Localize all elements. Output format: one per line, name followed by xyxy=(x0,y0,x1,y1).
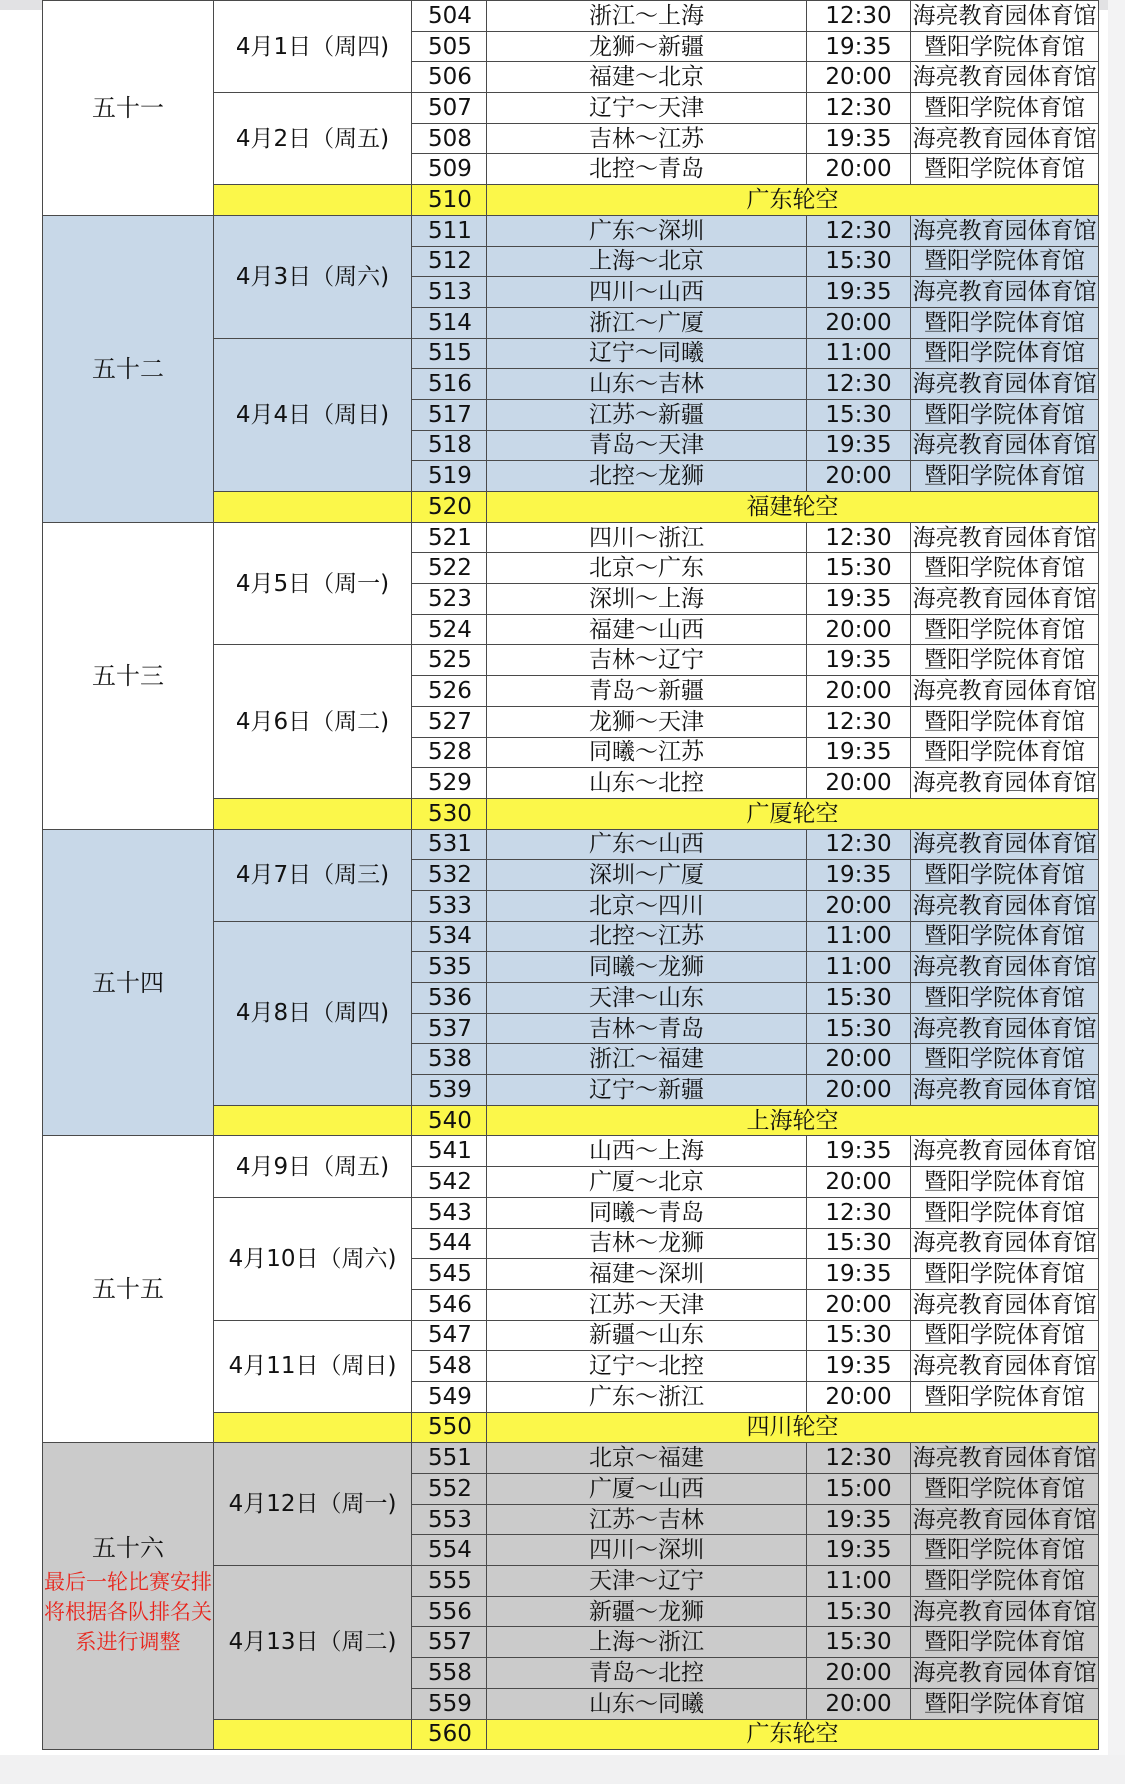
venue: 暨阳学院体育馆 xyxy=(911,1320,1099,1351)
game-time: 20:00 xyxy=(807,1688,911,1719)
schedule-body xyxy=(43,1,1099,1750)
venue: 暨阳学院体育馆 xyxy=(911,246,1099,277)
game-number: 554 xyxy=(412,1535,487,1566)
game-number: 524 xyxy=(412,614,487,645)
game-number: 538 xyxy=(412,1044,487,1075)
date-cell: 4月3日（周六) xyxy=(214,215,412,338)
matchup: 深圳～广厦 xyxy=(487,860,807,891)
game-number: 536 xyxy=(412,983,487,1014)
venue: 海亮教育园体育馆 xyxy=(911,1596,1099,1627)
game-time: 12:30 xyxy=(807,215,911,246)
venue: 暨阳学院体育馆 xyxy=(911,706,1099,737)
game-number: 556 xyxy=(412,1596,487,1627)
game-time: 20:00 xyxy=(807,1381,911,1412)
game-number: 505 xyxy=(412,31,487,62)
venue: 海亮教育园体育馆 xyxy=(911,1504,1099,1535)
game-time: 20:00 xyxy=(807,676,911,707)
venue: 暨阳学院体育馆 xyxy=(911,31,1099,62)
game-number: 547 xyxy=(412,1320,487,1351)
game-time: 19:35 xyxy=(807,645,911,676)
venue: 海亮教育园体育馆 xyxy=(911,829,1099,860)
venue: 海亮教育园体育馆 xyxy=(911,369,1099,400)
game-time: 19:35 xyxy=(807,1136,911,1167)
game-number: 551 xyxy=(412,1443,487,1474)
matchup: 山西～上海 xyxy=(487,1136,807,1167)
game-time: 12:30 xyxy=(807,706,911,737)
game-number: 548 xyxy=(412,1351,487,1382)
game-number: 537 xyxy=(412,1013,487,1044)
date-cell: 4月5日（周一) xyxy=(214,522,412,645)
game-time: 19:35 xyxy=(807,31,911,62)
venue: 海亮教育园体育馆 xyxy=(911,522,1099,553)
matchup: 吉林～青岛 xyxy=(487,1013,807,1044)
venue: 海亮教育园体育馆 xyxy=(911,62,1099,93)
venue: 海亮教育园体育馆 xyxy=(911,1136,1099,1167)
matchup: 北京～福建 xyxy=(487,1443,807,1474)
matchup: 江苏～天津 xyxy=(487,1289,807,1320)
venue: 暨阳学院体育馆 xyxy=(911,1688,1099,1719)
matchup: 浙江～福建 xyxy=(487,1044,807,1075)
matchup: 辽宁～同曦 xyxy=(487,338,807,369)
matchup: 吉林～辽宁 xyxy=(487,645,807,676)
bye-team: 上海轮空 xyxy=(487,1105,1099,1136)
matchup: 山东～北控 xyxy=(487,768,807,799)
game-time: 12:30 xyxy=(807,369,911,400)
game-time: 19:35 xyxy=(807,430,911,461)
game-time: 15:30 xyxy=(807,246,911,277)
bye-spacer xyxy=(214,1719,412,1750)
round-name: 五十五 xyxy=(92,1275,164,1304)
matchup: 四川～山西 xyxy=(487,277,807,308)
game-number: 515 xyxy=(412,338,487,369)
round-cell xyxy=(43,215,214,522)
game-number: 517 xyxy=(412,399,487,430)
game-number: 557 xyxy=(412,1627,487,1658)
game-time: 20:00 xyxy=(807,890,911,921)
matchup: 广厦～北京 xyxy=(487,1167,807,1198)
round-note: 最后一轮比赛安排将根据各队排名关系进行调整 xyxy=(44,1570,212,1655)
bye-team: 广东轮空 xyxy=(487,1719,1099,1750)
game-number: 558 xyxy=(412,1658,487,1689)
venue: 海亮教育园体育馆 xyxy=(911,952,1099,983)
venue: 暨阳学院体育馆 xyxy=(911,307,1099,338)
bye-number: 510 xyxy=(412,185,487,216)
matchup: 吉林～江苏 xyxy=(487,123,807,154)
bye-number: 540 xyxy=(412,1105,487,1136)
round-name: 五十四 xyxy=(92,968,164,997)
matchup: 广厦～山西 xyxy=(487,1474,807,1505)
venue: 海亮教育园体育馆 xyxy=(911,123,1099,154)
venue: 暨阳学院体育馆 xyxy=(911,1474,1099,1505)
matchup: 龙狮～天津 xyxy=(487,706,807,737)
game-time: 20:00 xyxy=(807,1044,911,1075)
game-time: 15:30 xyxy=(807,399,911,430)
matchup: 福建～山西 xyxy=(487,614,807,645)
game-number: 559 xyxy=(412,1688,487,1719)
bye-team: 广东轮空 xyxy=(487,185,1099,216)
matchup: 天津～山东 xyxy=(487,983,807,1014)
matchup: 青岛～北控 xyxy=(487,1658,807,1689)
venue: 暨阳学院体育馆 xyxy=(911,553,1099,584)
venue: 暨阳学院体育馆 xyxy=(911,921,1099,952)
game-time: 20:00 xyxy=(807,1167,911,1198)
game-number: 525 xyxy=(412,645,487,676)
bye-spacer xyxy=(214,492,412,523)
game-number: 553 xyxy=(412,1504,487,1535)
date-cell: 4月10日（周六) xyxy=(214,1197,412,1320)
matchup: 天津～辽宁 xyxy=(487,1566,807,1597)
game-time: 11:00 xyxy=(807,952,911,983)
game-time: 12:30 xyxy=(807,93,911,124)
bye-spacer xyxy=(214,185,412,216)
matchup: 龙狮～新疆 xyxy=(487,31,807,62)
game-time: 15:30 xyxy=(807,553,911,584)
venue: 暨阳学院体育馆 xyxy=(911,737,1099,768)
date-cell: 4月7日（周三) xyxy=(214,829,412,921)
game-time: 15:30 xyxy=(807,1627,911,1658)
venue: 暨阳学院体育馆 xyxy=(911,1566,1099,1597)
game-time: 15:00 xyxy=(807,1474,911,1505)
game-number: 529 xyxy=(412,768,487,799)
venue: 海亮教育园体育馆 xyxy=(911,676,1099,707)
matchup: 同曦～龙狮 xyxy=(487,952,807,983)
game-time: 19:35 xyxy=(807,277,911,308)
game-time: 12:30 xyxy=(807,1443,911,1474)
game-time: 12:30 xyxy=(807,522,911,553)
matchup: 同曦～青岛 xyxy=(487,1197,807,1228)
venue: 暨阳学院体育馆 xyxy=(911,1381,1099,1412)
venue: 海亮教育园体育馆 xyxy=(911,430,1099,461)
matchup: 江苏～新疆 xyxy=(487,399,807,430)
date-cell: 4月12日（周一) xyxy=(214,1443,412,1566)
game-number: 507 xyxy=(412,93,487,124)
round-cell xyxy=(43,1,214,216)
venue: 暨阳学院体育馆 xyxy=(911,983,1099,1014)
round-name: 五十六 xyxy=(92,1534,164,1563)
matchup: 吉林～龙狮 xyxy=(487,1228,807,1259)
game-number: 543 xyxy=(412,1197,487,1228)
bye-number: 550 xyxy=(412,1412,487,1443)
bye-team: 广厦轮空 xyxy=(487,798,1099,829)
venue: 暨阳学院体育馆 xyxy=(911,1627,1099,1658)
game-number: 549 xyxy=(412,1381,487,1412)
matchup: 四川～浙江 xyxy=(487,522,807,553)
game-time: 20:00 xyxy=(807,1658,911,1689)
venue: 海亮教育园体育馆 xyxy=(911,1228,1099,1259)
date-cell: 4月13日（周二) xyxy=(214,1566,412,1719)
table-row xyxy=(43,1,1099,32)
game-number: 535 xyxy=(412,952,487,983)
bye-team: 四川轮空 xyxy=(487,1412,1099,1443)
venue: 海亮教育园体育馆 xyxy=(911,1075,1099,1106)
game-number: 528 xyxy=(412,737,487,768)
game-number: 526 xyxy=(412,676,487,707)
game-number: 509 xyxy=(412,154,487,185)
game-number: 552 xyxy=(412,1474,487,1505)
game-number: 516 xyxy=(412,369,487,400)
matchup: 辽宁～天津 xyxy=(487,93,807,124)
game-number: 523 xyxy=(412,584,487,615)
game-time: 15:30 xyxy=(807,1596,911,1627)
bye-number: 520 xyxy=(412,492,487,523)
schedule-table xyxy=(42,0,1099,1750)
matchup: 上海～浙江 xyxy=(487,1627,807,1658)
venue: 海亮教育园体育馆 xyxy=(911,1013,1099,1044)
venue: 暨阳学院体育馆 xyxy=(911,645,1099,676)
venue: 海亮教育园体育馆 xyxy=(911,215,1099,246)
matchup: 福建～北京 xyxy=(487,62,807,93)
venue: 暨阳学院体育馆 xyxy=(911,1197,1099,1228)
table-row xyxy=(43,829,1099,860)
bye-team: 福建轮空 xyxy=(487,492,1099,523)
round-name: 五十三 xyxy=(92,661,164,690)
venue: 海亮教育园体育馆 xyxy=(911,1658,1099,1689)
venue: 暨阳学院体育馆 xyxy=(911,1167,1099,1198)
date-cell: 4月6日（周二) xyxy=(214,645,412,798)
game-time: 15:30 xyxy=(807,1320,911,1351)
venue: 暨阳学院体育馆 xyxy=(911,1535,1099,1566)
matchup: 广东～浙江 xyxy=(487,1381,807,1412)
bye-spacer xyxy=(214,798,412,829)
round-cell xyxy=(43,522,214,829)
matchup: 北控～青岛 xyxy=(487,154,807,185)
matchup: 山东～同曦 xyxy=(487,1688,807,1719)
game-number: 534 xyxy=(412,921,487,952)
matchup: 四川～深圳 xyxy=(487,1535,807,1566)
venue: 海亮教育园体育馆 xyxy=(911,1289,1099,1320)
game-time: 20:00 xyxy=(807,614,911,645)
round-cell xyxy=(43,1136,214,1443)
game-number: 539 xyxy=(412,1075,487,1106)
right-margin xyxy=(1108,0,1125,1784)
venue: 海亮教育园体育馆 xyxy=(911,1351,1099,1382)
game-number: 541 xyxy=(412,1136,487,1167)
game-time: 11:00 xyxy=(807,338,911,369)
matchup: 青岛～新疆 xyxy=(487,676,807,707)
game-number: 531 xyxy=(412,829,487,860)
date-cell: 4月2日（周五) xyxy=(214,93,412,185)
bottom-strip xyxy=(0,1755,1125,1784)
venue: 海亮教育园体育馆 xyxy=(911,768,1099,799)
date-cell: 4月8日（周四) xyxy=(214,921,412,1105)
game-number: 522 xyxy=(412,553,487,584)
game-time: 19:35 xyxy=(807,737,911,768)
venue: 暨阳学院体育馆 xyxy=(911,93,1099,124)
game-number: 508 xyxy=(412,123,487,154)
bye-number: 560 xyxy=(412,1719,487,1750)
game-time: 11:00 xyxy=(807,1566,911,1597)
round-cell xyxy=(43,1443,214,1750)
matchup: 青岛～天津 xyxy=(487,430,807,461)
game-number: 513 xyxy=(412,277,487,308)
game-number: 511 xyxy=(412,215,487,246)
venue: 海亮教育园体育馆 xyxy=(911,584,1099,615)
game-number: 544 xyxy=(412,1228,487,1259)
venue: 暨阳学院体育馆 xyxy=(911,399,1099,430)
game-number: 514 xyxy=(412,307,487,338)
table-row xyxy=(43,1136,1099,1167)
matchup: 福建～深圳 xyxy=(487,1259,807,1290)
venue: 暨阳学院体育馆 xyxy=(911,1259,1099,1290)
game-time: 20:00 xyxy=(807,307,911,338)
game-time: 12:30 xyxy=(807,829,911,860)
matchup: 新疆～山东 xyxy=(487,1320,807,1351)
matchup: 广东～深圳 xyxy=(487,215,807,246)
game-time: 19:35 xyxy=(807,584,911,615)
matchup: 浙江～上海 xyxy=(487,1,807,32)
matchup: 北京～广东 xyxy=(487,553,807,584)
round-cell xyxy=(43,829,214,1136)
game-time: 12:30 xyxy=(807,1,911,32)
game-time: 20:00 xyxy=(807,154,911,185)
matchup: 深圳～上海 xyxy=(487,584,807,615)
date-cell: 4月4日（周日) xyxy=(214,338,412,491)
matchup: 山东～吉林 xyxy=(487,369,807,400)
table-row xyxy=(43,522,1099,553)
game-number: 506 xyxy=(412,62,487,93)
game-time: 15:30 xyxy=(807,983,911,1014)
game-number: 555 xyxy=(412,1566,487,1597)
game-time: 20:00 xyxy=(807,1075,911,1106)
game-time: 20:00 xyxy=(807,62,911,93)
game-time: 20:00 xyxy=(807,461,911,492)
round-name: 五十二 xyxy=(92,354,164,383)
game-number: 521 xyxy=(412,522,487,553)
game-number: 519 xyxy=(412,461,487,492)
game-time: 19:35 xyxy=(807,1259,911,1290)
date-cell: 4月9日（周五) xyxy=(214,1136,412,1197)
game-number: 545 xyxy=(412,1259,487,1290)
matchup: 广东～山西 xyxy=(487,829,807,860)
round-name: 五十一 xyxy=(92,93,164,122)
matchup: 江苏～吉林 xyxy=(487,1504,807,1535)
date-cell: 4月1日（周四) xyxy=(214,1,412,93)
game-time: 15:30 xyxy=(807,1013,911,1044)
matchup: 辽宁～北控 xyxy=(487,1351,807,1382)
game-time: 20:00 xyxy=(807,1289,911,1320)
game-number: 512 xyxy=(412,246,487,277)
date-cell: 4月11日（周日) xyxy=(214,1320,412,1412)
matchup: 新疆～龙狮 xyxy=(487,1596,807,1627)
venue: 暨阳学院体育馆 xyxy=(911,461,1099,492)
game-number: 542 xyxy=(412,1167,487,1198)
venue: 暨阳学院体育馆 xyxy=(911,1044,1099,1075)
venue: 暨阳学院体育馆 xyxy=(911,338,1099,369)
venue: 暨阳学院体育馆 xyxy=(911,154,1099,185)
matchup: 浙江～广厦 xyxy=(487,307,807,338)
game-time: 19:35 xyxy=(807,860,911,891)
venue: 暨阳学院体育馆 xyxy=(911,614,1099,645)
game-time: 19:35 xyxy=(807,123,911,154)
venue: 海亮教育园体育馆 xyxy=(911,890,1099,921)
venue: 海亮教育园体育馆 xyxy=(911,277,1099,308)
table-row xyxy=(43,215,1099,246)
game-number: 504 xyxy=(412,1,487,32)
venue: 暨阳学院体育馆 xyxy=(911,860,1099,891)
bye-spacer xyxy=(214,1412,412,1443)
game-number: 518 xyxy=(412,430,487,461)
matchup: 北京～四川 xyxy=(487,890,807,921)
matchup: 辽宁～新疆 xyxy=(487,1075,807,1106)
game-number: 546 xyxy=(412,1289,487,1320)
game-number: 533 xyxy=(412,890,487,921)
game-time: 11:00 xyxy=(807,921,911,952)
game-number: 532 xyxy=(412,860,487,891)
game-time: 19:35 xyxy=(807,1535,911,1566)
matchup: 北控～龙狮 xyxy=(487,461,807,492)
bye-spacer xyxy=(214,1105,412,1136)
game-time: 15:30 xyxy=(807,1228,911,1259)
game-time: 20:00 xyxy=(807,768,911,799)
venue: 海亮教育园体育馆 xyxy=(911,1443,1099,1474)
table-row xyxy=(43,1443,1099,1474)
venue: 海亮教育园体育馆 xyxy=(911,1,1099,32)
matchup: 北控～江苏 xyxy=(487,921,807,952)
matchup: 上海～北京 xyxy=(487,246,807,277)
game-time: 12:30 xyxy=(807,1197,911,1228)
bye-number: 530 xyxy=(412,798,487,829)
game-time: 19:35 xyxy=(807,1351,911,1382)
matchup: 同曦～江苏 xyxy=(487,737,807,768)
game-time: 19:35 xyxy=(807,1504,911,1535)
game-number: 527 xyxy=(412,706,487,737)
